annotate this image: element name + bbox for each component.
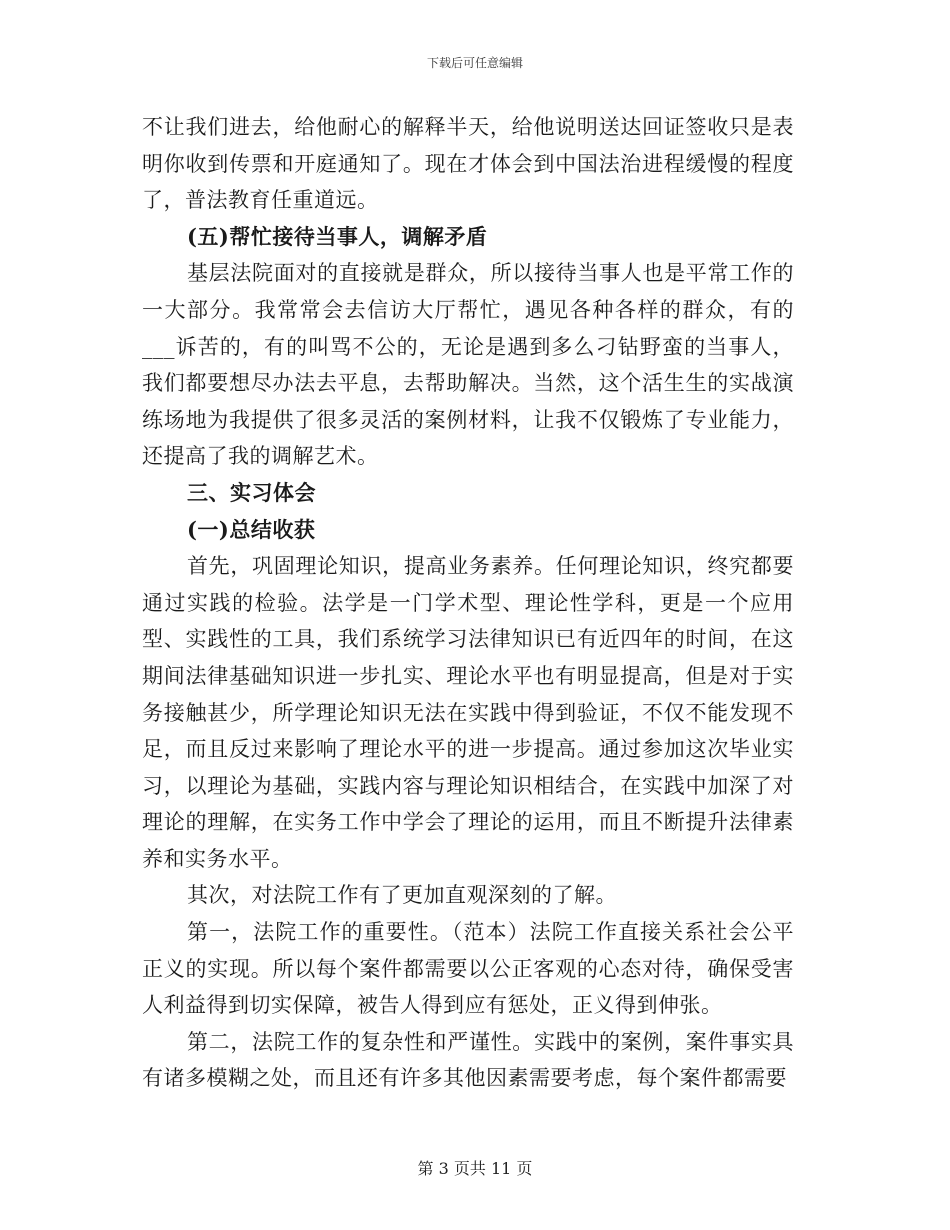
paragraph-complexity: 第二，法院工作的复杂性和严谨性。实践中的案例，案件事实具有诸多模糊之处，而且还有许多其他因素需要考虑，每个案件都需要 [142, 1029, 794, 1091]
document-body [142, 109, 794, 1097]
paragraph-understanding: 其次，对法院工作有了更加直观深刻的了解。 [187, 883, 617, 908]
paragraph-reception: 基层法院面对的直接就是群众，所以接待当事人也是平常工作的一大部分。我常常会去信访大厅帮忙，遇见各种各样的群众，有的___诉苦的，有的叫骂不公的，无论是遇到多么刁钻野蛮的当事人，我们都要想尽办法去平息，去帮助解决。当然，这个活生生的实战演练场地为我提供了很多灵活的案例材料，让我不仅锻炼了专业能力，还提高了我的调解艺术。 [142, 261, 794, 469]
page-header: 下载后可任意编辑 [426, 56, 523, 70]
section-heading-5: (五)帮忙接待当事人，调解矛盾 [187, 223, 488, 249]
chapter-heading-3: 三、实习体会 [187, 479, 316, 505]
paragraph-importance: 第一，法院工作的重要性。（范本）法院工作直接关系社会公平正义的实现。所以每个案件都需要以公正客观的心态对待，确保受害人利益得到切实保障，被告人得到应有惩处，正义得到伸张。 [142, 920, 794, 1018]
paragraph-continuation: 不让我们进去，给他耐心的解释半天，给他说明送达回证签收只是表明你收到传票和开庭通知了。现在才体会到中国法治进程缓慢的程度了，普法教育任重道远。 [142, 115, 794, 213]
section-heading-1: (一)总结收获 [187, 516, 316, 542]
page-footer: 第 3 页共 11 页 [417, 1159, 533, 1178]
paragraph-theory: 首先，巩固理论知识，提高业务素养。任何理论知识，终究都要通过实践的检验。法学是一门学术型、理论性学科，更是一个应用型、实践性的工具，我们系统学习法律知识已有近四年的时间，在这期间法律基础知识进一步扎实、理论水平也有明显提高，但是对于实务接触甚少，所学理论知识无法在实践中得到验证，不仅不能发现不足，而且反过来影响了理论水平的进一步提高。通过参加这次毕业实习，以理论为基础，实践内容与理论知识相结合，在实践中加深了对理论的理解，在实务工作中学会了理论的运用，而且不断提升法律素养和实务水平。 [142, 554, 794, 871]
